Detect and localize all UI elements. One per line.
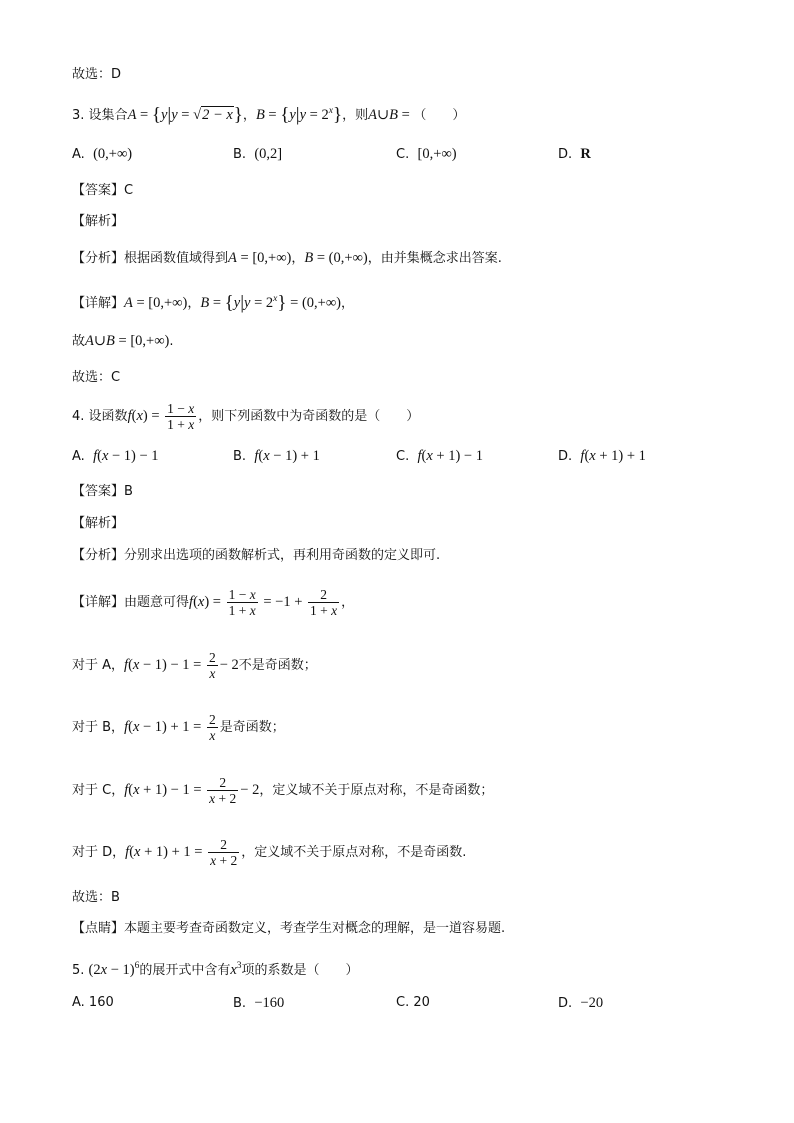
q3-select: 故选：C	[72, 370, 121, 385]
q4-case-c: 对于 C，f(x + 1) − 1 = $\frac{2}{x + 2}$ − 2，定义域不关于原点对称，不是奇函数；	[72, 775, 494, 806]
q4-detail: 【详解】由题意可得f(x) = $\frac{1 - x}{1 + x}$ = −1 + $\frac{2}{1 + x}$ ，	[72, 587, 355, 618]
q3-option-c: C. [0,+∞)	[396, 146, 457, 162]
q5-option-c: C. 20	[396, 995, 430, 1010]
q4-option-d: D. f(x + 1) + 1	[558, 448, 646, 464]
q4-option-b: B. f(x − 1) + 1	[233, 448, 320, 464]
q3-conclusion: 故A∪B = [0,+∞).	[72, 333, 174, 349]
q3-detail: 【详解】A = [0,+∞)，$B = \{y|y = 2^x\} = (0,+\infty)$，	[72, 292, 355, 314]
question-5-stem: 5. $(2x - 1)^6$的展开式中含有$x^3$项的系数是（ ）	[72, 961, 359, 978]
q3-jiexi: 【解析】	[72, 214, 125, 229]
q5-option-a: A. 160	[72, 995, 114, 1010]
q3-option-b: B. (0,2]	[233, 146, 283, 162]
question-3-stem: 3. 设集合A = {y|y = √2 − x}，$B = \{y|y = 2^x\}$，则A∪B = （ ）	[72, 104, 466, 126]
q4-remark: 【点睛】本题主要考查奇函数定义，考查学生对概念的理解，是一道容易题.	[72, 921, 506, 936]
q4-case-a: 对于 A，f(x − 1) − 1 = $\frac{2}{x}$ − 2不是奇函数；	[72, 650, 317, 681]
q5-option-d: D. −20	[558, 995, 604, 1011]
q4-jiexi: 【解析】	[72, 516, 125, 531]
q4-answer: 【答案】B	[72, 484, 133, 499]
q4-select: 故选：B	[72, 890, 120, 905]
q3-answer: 【答案】C	[72, 183, 134, 198]
q4-option-c: C. f(x + 1) − 1	[396, 448, 483, 464]
q3-option-a: A. (0,+∞)	[72, 146, 133, 162]
q4-case-d: 对于 D，f(x + 1) + 1 = $\frac{2}{x + 2}$ ，定义域不关于原点对称，不是奇函数.	[72, 837, 467, 868]
q5-option-b: B. −160	[233, 995, 285, 1011]
q4-option-a: A. f(x − 1) − 1	[72, 448, 159, 464]
q4-analysis: 【分析】分别求出选项的函数解析式，再利用奇函数的定义即可.	[72, 548, 441, 563]
q3-option-d: D. R	[558, 146, 591, 162]
question-4-stem: 4. 设函数f(x) = $\frac{1 - x}{1 + x}$ ，则下列函数中为奇函数的是（ ）	[72, 401, 420, 432]
answer-select-line: 故选：D	[72, 67, 122, 82]
q3-analysis: 【分析】根据函数值域得到A = [0,+∞)，B = (0,+∞)，由并集概念求出答案.	[72, 250, 502, 266]
q4-case-b: 对于 B，f(x − 1) + 1 = $\frac{2}{x}$ 是奇函数；	[72, 712, 285, 743]
